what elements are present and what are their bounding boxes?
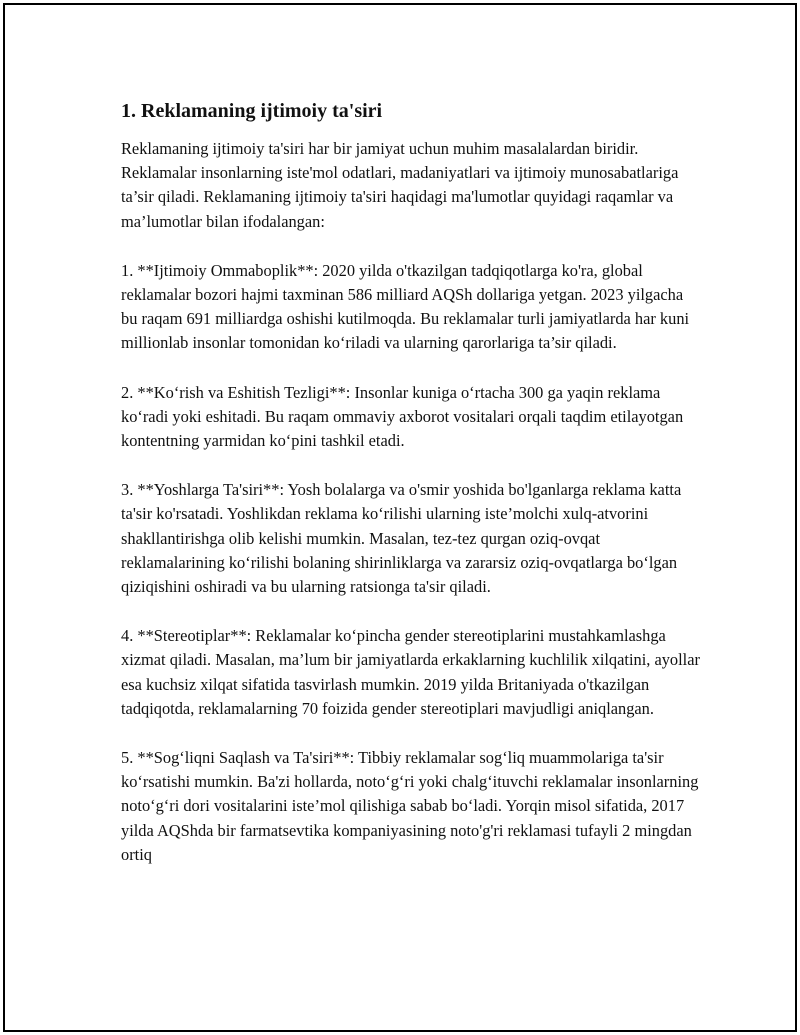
document-body <box>121 97 701 892</box>
point-2-paragraph: 2. **Ko‘rish va Eshitish Tezligi**: Insonlar kuniga o‘rtacha 300 ga yaqin reklama ko‘radi yoki eshitadi. Bu raqam ommaviy axborot vositalari orqali taqdim etilayotgan kontentning yarmidan ko‘pini tashkil etadi. <box>121 382 684 451</box>
section-heading: 1. Reklamaning ijtimoiy ta'siri <box>121 100 383 122</box>
intro-paragraph: Reklamaning ijtimoiy ta'siri har bir jamiyat uchun muhim masalalardan biridir. Reklamalar insonlarning iste'mol odatlari, madaniyatlari va ijtimoiy munosabatlariga ta’sir qiladi. Reklamaning ijtimoiy ta'siri haqidagi ma'lumotlar quyidagi raqamlar va ma’lumotlar bilan ifodalangan: <box>121 139 679 231</box>
page-frame <box>3 3 797 1032</box>
point-5-paragraph: 5. **Sog‘liqni Saqlash va Ta'siri**: Tibbiy reklamalar sog‘liq muammolariga ta'sir ko‘rsatishi mumkin. Ba'zi hollarda, noto‘g‘ri yoki chalg‘ituvchi reklamalar insonlarning noto‘g‘ri dori vositalarini iste’mol qilishiga sabab bo‘ladi. Yorqin misol sifatida, 2017 yilda AQShda bir farmatsevtika kompaniyasining noto'g'ri reklamasi tufayli 2 mingdan ortiq <box>121 748 699 864</box>
point-3-paragraph: 3. **Yoshlarga Ta'siri**: Yosh bolalarga va o'smir yoshida bo'lganlarga reklama katta ta'sir ko'rsatadi. Yoshlikdan reklama ko‘rilishi ularning iste’molchi xulq-atvorini shakllantirishga olib kelishi mumkin. Masalan, tez-tez qurgan oziq-ovqat reklamalarining ko‘rilishi bolaning shirinliklarga va zararsiz oziq-ovqatlarga bo‘lgan qiziqishini oshiradi va bu ularning ratsionga ta'sir qiladi. <box>121 480 682 597</box>
point-1-paragraph: 1. **Ijtimoiy Ommaboplik**: 2020 yilda o'tkazilgan tadqiqotlarga ko'ra, global reklamalar bozori hajmi taxminan 586 milliard AQSh dollariga yetgan. 2023 yilgacha bu raqam 691 milliardga oshishi kutilmoqda. Bu reklamalar turli jamiyatlarda har kuni millionlab insonlar tomonidan ko‘riladi va ularning qarorlariga ta’sir qiladi. <box>121 260 690 353</box>
point-4-paragraph: 4. **Stereotiplar**: Reklamalar ko‘pincha gender stereotiplarini mustahkamlashga xizmat qiladi. Masalan, ma’lum bir jamiyatlarda erkaklarning kuchlilik xilqatini, ayollar esa kuchsiz xilqat sifatida tasvirlash mumkin. 2019 yilda Britaniyada o'tkazilgan tadqiqotda, reklamalarning 70 foizida gender stereotiplari mavjudligi aniqlangan. <box>121 626 700 718</box>
